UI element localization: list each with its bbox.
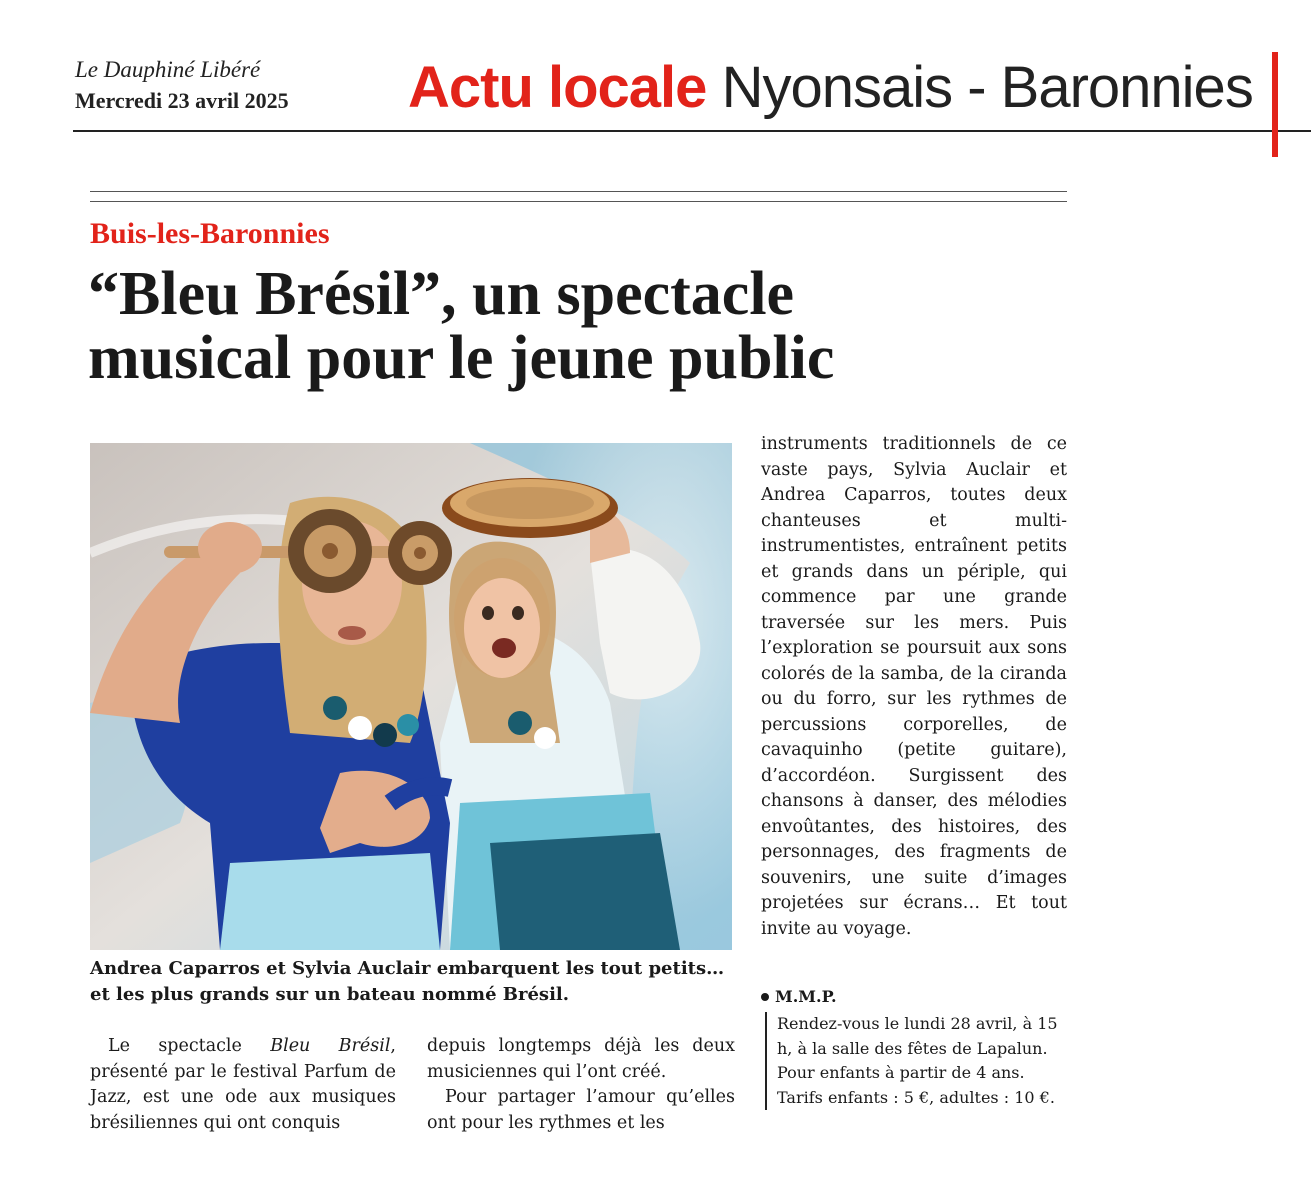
article-column-3 [761,432,1067,942]
headline-line: musical pour le jeune public [88,324,835,392]
article-column-1 [90,1034,396,1136]
author-initials: M.M.P. [775,987,837,1006]
article-paragraph: instruments traditionnels de ce vaste pays, Sylvia Auclair et Andrea Caparros, toutes deux chanteuses et multi-instrumentistes, entraînent petits et grands dans un périple, qui commence par une grande traversée sur les mers. Puis l’exploration se poursuit aux sons colorés de la samba, de la ciranda ou du forro, sur les rythmes de percussions corporelles, de cavaquinho (petite guitare), d’accordéon. Surgissent des chansons à danser, des mélodies envoûtantes, des histoires, des personnages, des fragments de souvenirs, une suite d’images projetées sur écrans… Et tout invite au voyage. [761,434,1067,939]
page-edge-accent-bar [1272,52,1278,157]
photo-caption: Andrea Caparros et Sylvia Auclair embarquent les tout petits… et les plus grands sur un bateau nommé Brésil. [90,958,725,1005]
article-author [761,986,837,1008]
section-header [408,52,1253,124]
section-label: Actu locale [408,55,707,120]
newspaper-name: Le Dauphiné Libéré [75,57,261,82]
event-info-box: Rendez-vous le lundi 28 avril, à 15 h, à la salle des fêtes de Lapalun. Pour enfants à partir de 4 ans. Tarifs enfants : 5 €, adultes : 10 €. [765,1012,1075,1110]
article-paragraph [90,1034,396,1136]
article-kicker: Buis-les-Baronnies [90,217,330,250]
text-run: , présenté par le festival Parfum de Jazz, est une ode aux musiques brésiliennes qui ont conquis [90,1036,396,1133]
article-top-rule [90,191,1067,192]
headline-line: “Bleu Brésil”, un spectacle [88,260,795,328]
article-paragraph: Pour partager l’amour qu’elles ont pour les rythmes et les [427,1087,735,1133]
article-paragraph: depuis longtemps déjà les deux musiciennes qui l’ont créé. [427,1036,735,1082]
article-headline [88,262,1068,390]
bullet-icon [761,993,769,1001]
section-region: Nyonsais - Baronnies [721,55,1253,120]
text-run: Le spectacle [108,1036,271,1056]
show-title: Bleu Brésil [270,1036,391,1056]
article-column-2 [427,1034,735,1136]
article-photo [90,443,732,950]
header-rule [73,130,1311,132]
article-top-rule [90,201,1067,202]
publication-date: Mercredi 23 avril 2025 [75,88,289,113]
